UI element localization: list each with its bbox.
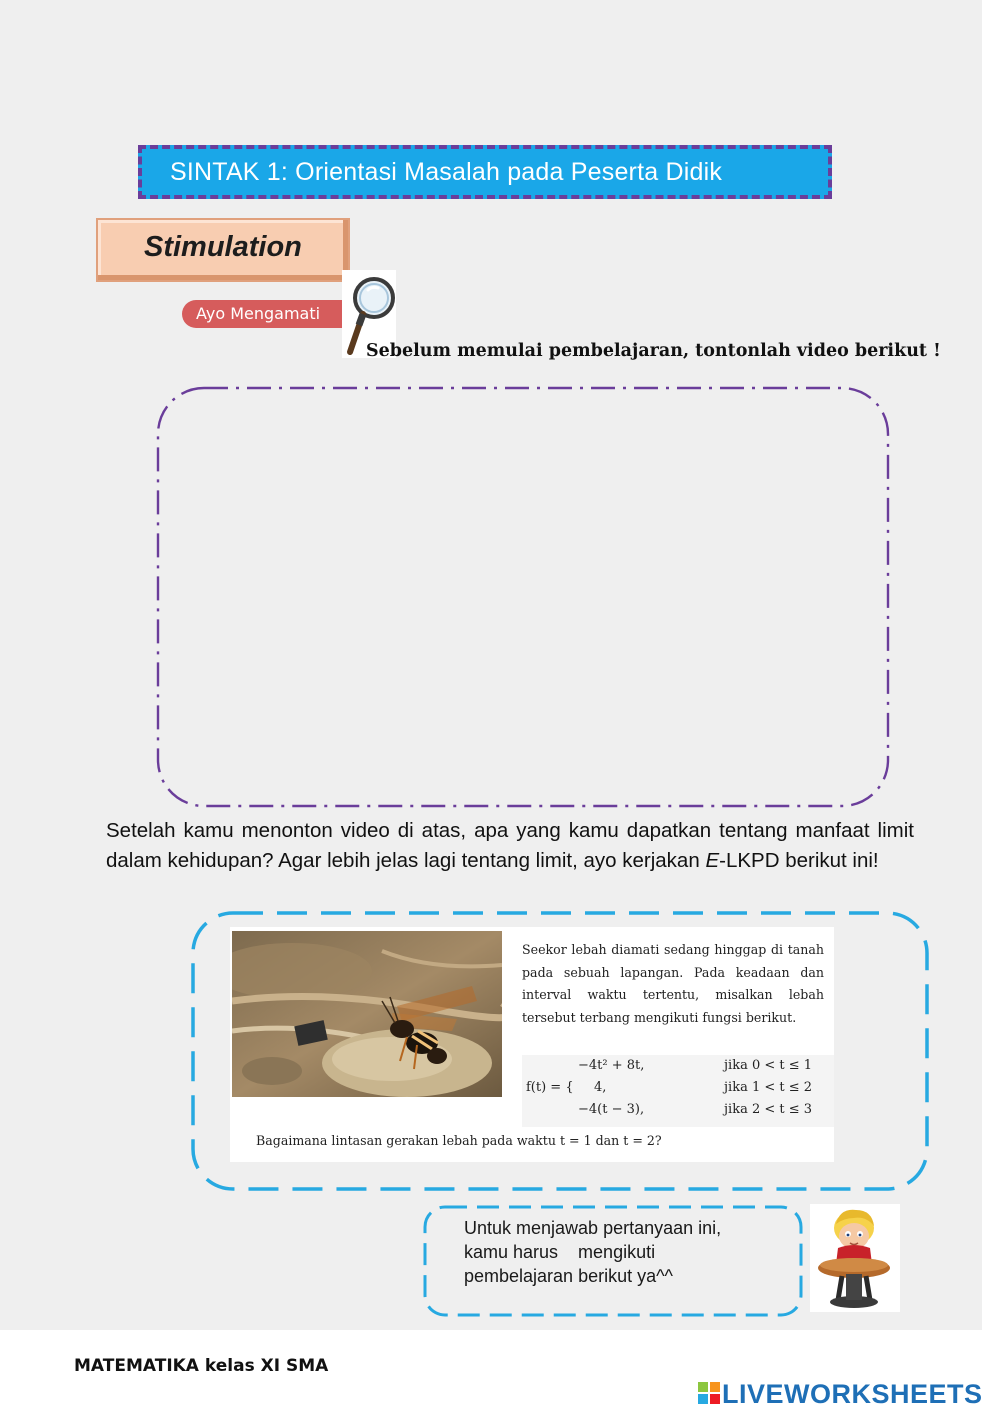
piece-1-condition: jika 0 < t ≤ 1 bbox=[724, 1058, 813, 1073]
hint-line-2: kamu harus mengikuti bbox=[464, 1242, 656, 1262]
intro-emphasis: E bbox=[705, 849, 720, 872]
footer bbox=[0, 1330, 1000, 1413]
function-name: f(t) = { bbox=[526, 1080, 574, 1095]
sintak-title: SINTAK 1: Orientasi Masalah pada Peserta Didik bbox=[170, 158, 723, 186]
intro-paragraph bbox=[106, 816, 914, 876]
hint-text bbox=[464, 1216, 784, 1288]
stimulation-label: Stimulation bbox=[144, 231, 302, 263]
student-cartoon-icon bbox=[810, 1204, 900, 1312]
piece-1-expr: −4t² + 8t, bbox=[578, 1058, 645, 1073]
instruction-text: Sebelum memulai pembelajaran, tontonlah video berikut ! bbox=[366, 341, 941, 361]
liveworksheets-brand: LIVEWORKSHEETS bbox=[722, 1379, 983, 1409]
piecewise-function bbox=[522, 1055, 834, 1127]
problem-card bbox=[230, 927, 834, 1162]
stimulation-label-box bbox=[96, 218, 350, 282]
liveworksheets-logo-icon bbox=[698, 1382, 720, 1404]
piece-3-expr: −4(t − 3), bbox=[578, 1102, 645, 1117]
piece-3-condition: jika 2 < t ≤ 3 bbox=[724, 1102, 813, 1117]
sintak-banner bbox=[138, 145, 832, 199]
ayo-mengamati-tag bbox=[182, 300, 358, 328]
intro-text-end: -LKPD berikut ini! bbox=[719, 849, 879, 872]
problem-description: Seekor lebah diamati sedang hinggap di tanah pada sebuah lapangan. Pada keadaan dan interval waktu tertentu, misalkan lebah tersebut terbang mengikuti fungsi berikut. bbox=[522, 942, 824, 1025]
bee-photo bbox=[232, 931, 502, 1097]
piece-2-condition: jika 1 < t ≤ 2 bbox=[724, 1080, 813, 1095]
video-placeholder[interactable] bbox=[156, 386, 890, 808]
intro-text: Setelah kamu menonton video di atas, apa yang kamu dapatkan tentang manfaat limit dalam kehidupan? Agar lebih jelas lagi tentang limit, ayo kerjakan bbox=[106, 819, 914, 872]
piece-2-expr: 4, bbox=[594, 1080, 607, 1095]
problem-question: Bagaimana lintasan gerakan lebah pada waktu t = 1 dan t = 2? bbox=[256, 1133, 662, 1148]
ayo-mengamati-label: Ayo Mengamati bbox=[196, 304, 321, 323]
hint-line-3: pembelajaran berikut ya^^ bbox=[464, 1266, 674, 1286]
hint-line-1: Untuk menjawab pertanyaan ini, bbox=[464, 1218, 722, 1238]
footer-subject-label: MATEMATIKA kelas XI SMA bbox=[74, 1356, 329, 1376]
liveworksheets-logo[interactable] bbox=[698, 1378, 994, 1410]
